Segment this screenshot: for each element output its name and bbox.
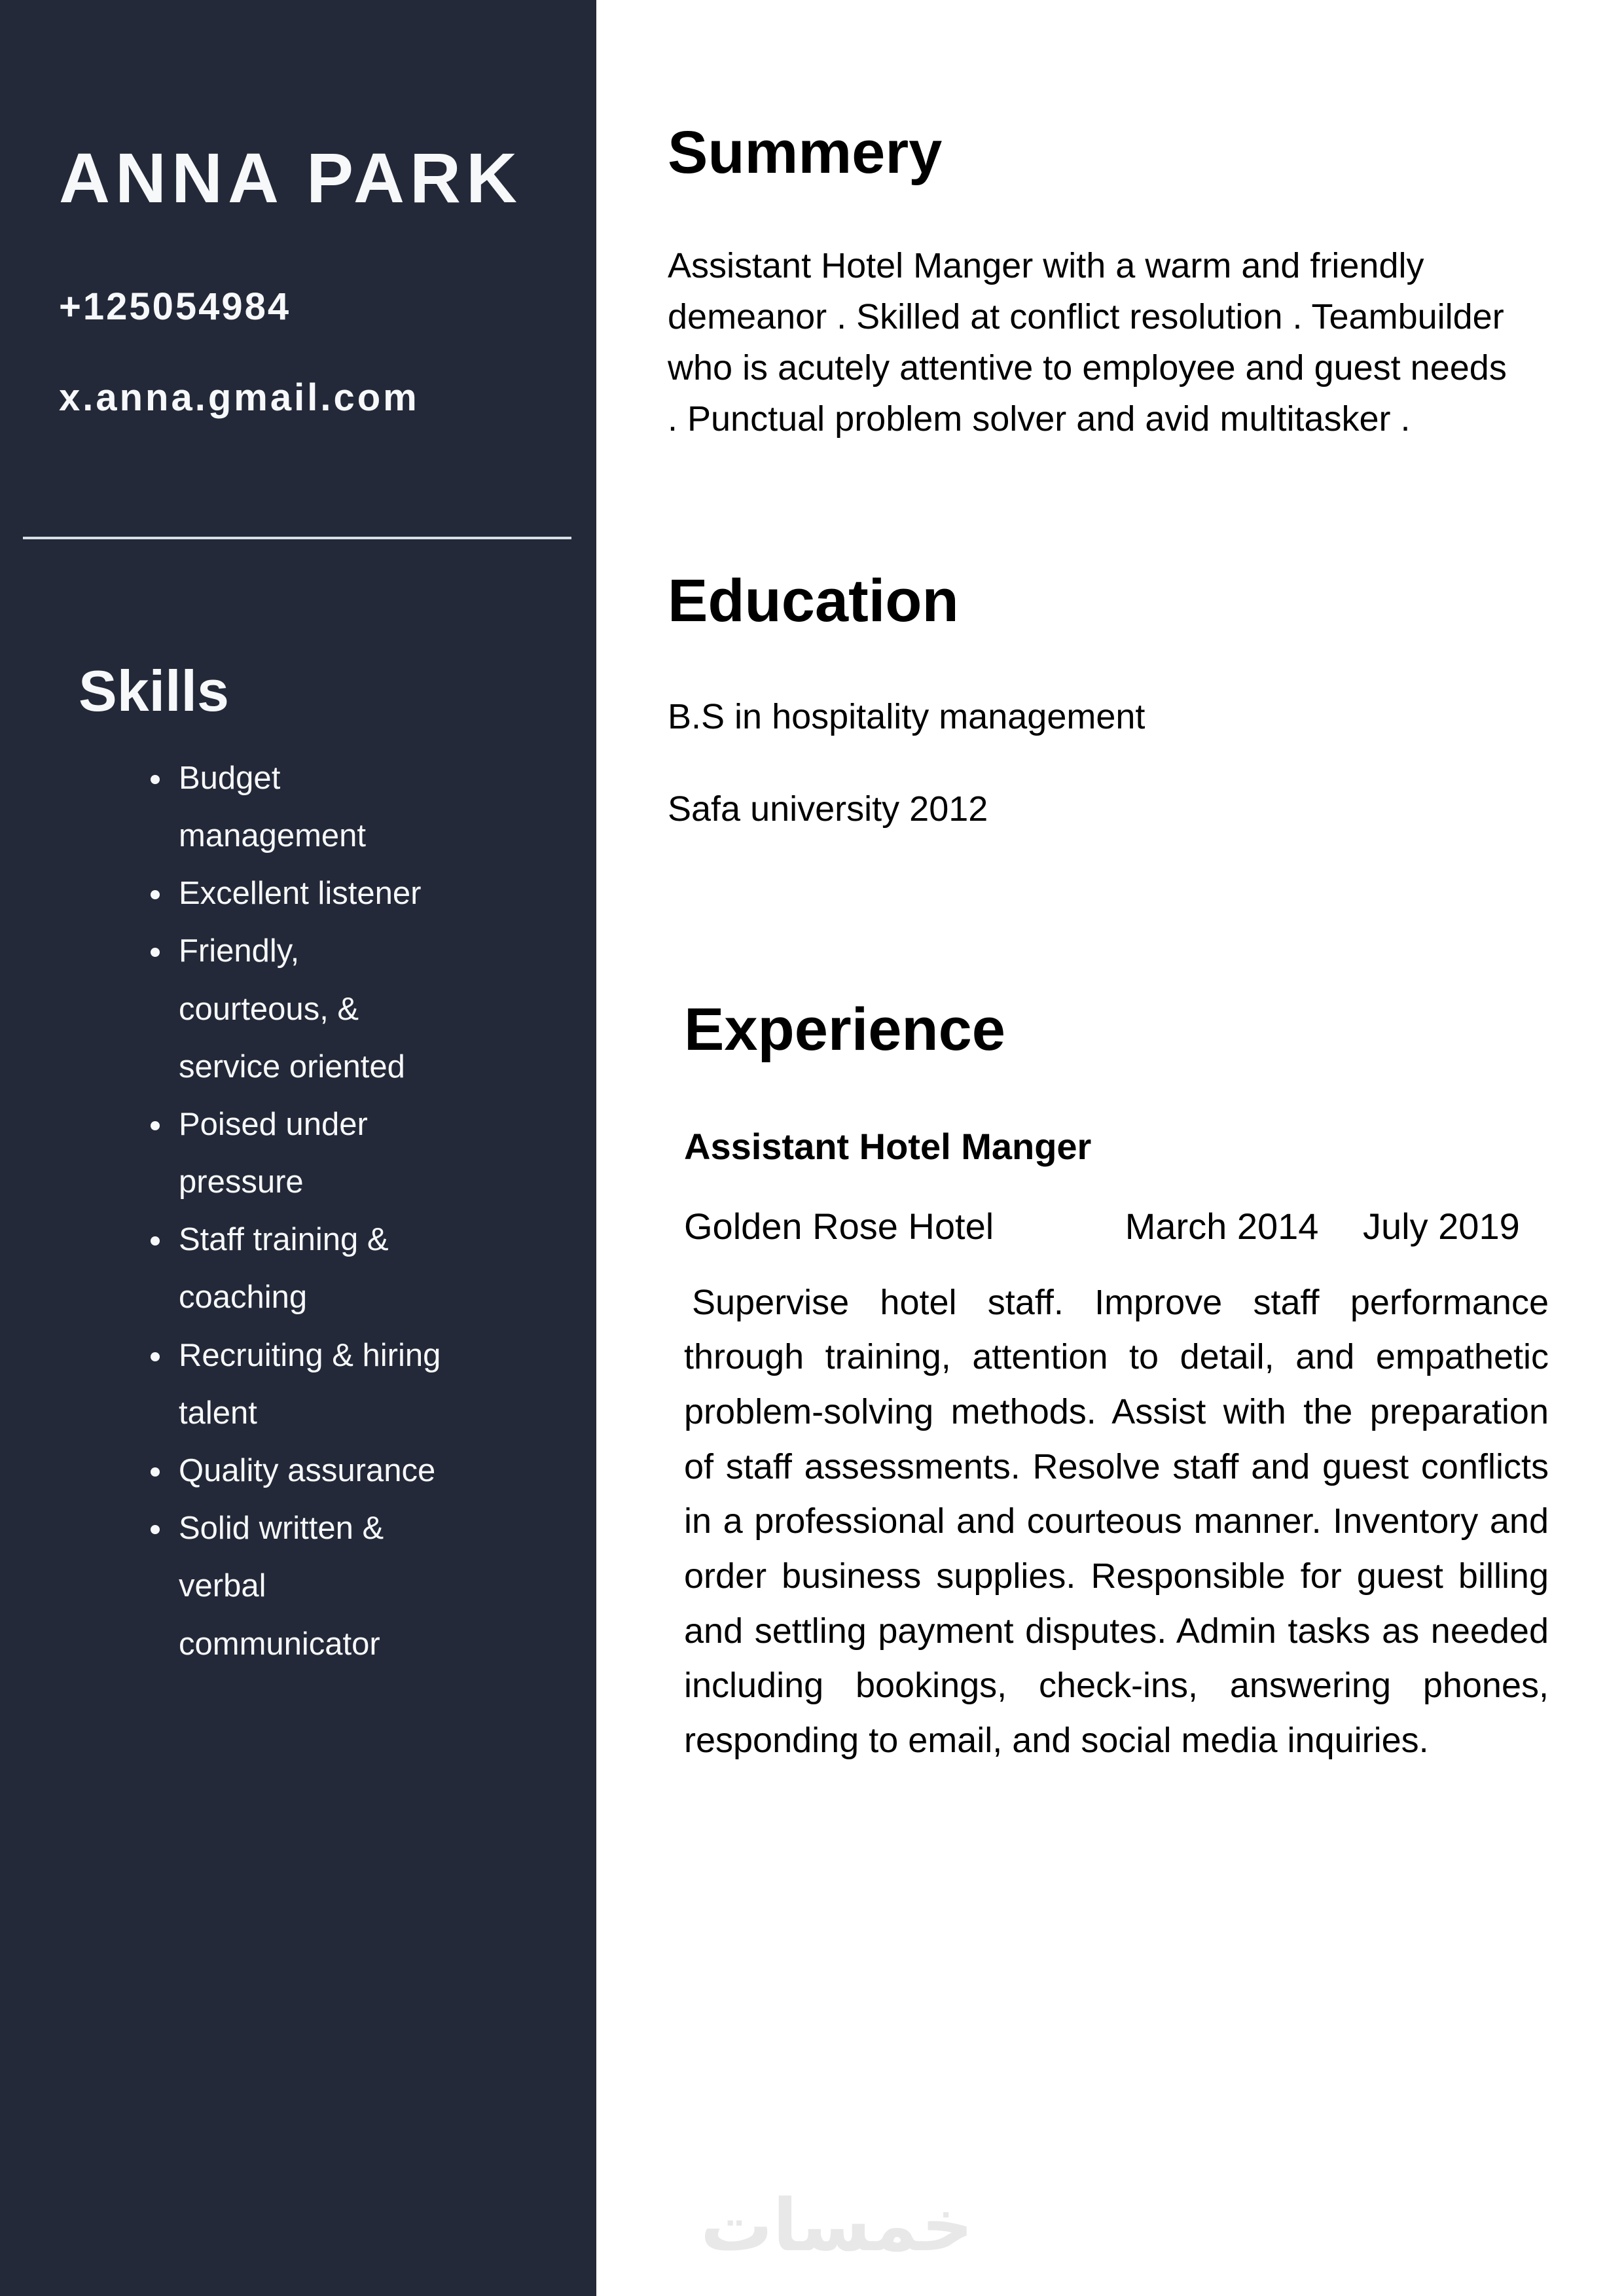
education-section: [668, 569, 1549, 834]
candidate-name: ANNA PARK: [59, 138, 522, 217]
education-school: Safa university 2012: [668, 789, 988, 829]
skill-item: • Quality assurance: [173, 1442, 447, 1499]
skill-item: • Friendly, courteous, & service oriented: [173, 922, 447, 1096]
experience-section: [684, 998, 1549, 1768]
phone-number: +125054984: [59, 285, 291, 329]
job-title: Assistant Hotel Manger: [684, 1125, 1092, 1167]
khamsat-watermark: خمسات: [700, 2183, 973, 2267]
experience-description: Supervise hotel staff. Improve staff performance through training, attention to detail, and empathetic problem-solving methods. Assist with the preparation of staff assessments. Resolve staff and guest conflicts in a professional and courteous manner. Inventory and order business supplies. Responsible for guest billing and settling payment disputes. Admin tasks as needed including bookings, check-ins, answering phones, responding to email, and social media inquiries.: [684, 1282, 1549, 1761]
education-heading: Education: [668, 567, 959, 634]
skills-heading: Skills: [79, 658, 229, 723]
sidebar: [0, 0, 596, 2296]
skill-item: • Solid written & verbal communicator: [173, 1499, 447, 1673]
summary-text: Assistant Hotel Manger with a warm and friendly demeanor . Skilled at conflict resolution . Teambuilder who is acutely attentive to employee and guest needs . Punctual problem solver and avid multitasker .: [668, 245, 1507, 439]
employment-date-end: July 2019: [1363, 1205, 1520, 1247]
summary-section: [668, 121, 1549, 445]
skill-item: • Recruiting & hiring talent: [173, 1327, 447, 1442]
skill-item: • Budget management: [173, 749, 447, 865]
main-content: [596, 0, 1624, 2296]
skill-item: • Staff training & coaching: [173, 1211, 447, 1326]
employment-date-start: March 2014: [1125, 1205, 1319, 1247]
skill-item: • Poised under pressure: [173, 1096, 447, 1211]
skills-list: [59, 749, 567, 1673]
education-degree: B.S in hospitality management: [668, 697, 1146, 737]
experience-heading: Experience: [684, 996, 1005, 1063]
summary-heading: Summery: [668, 119, 943, 186]
skill-item: • Excellent listener: [173, 865, 447, 922]
sidebar-divider: [23, 537, 571, 539]
company-name: Golden Rose Hotel: [684, 1205, 994, 1247]
employment-line: [684, 1204, 1549, 1249]
email-address: x.anna.gmail.com: [59, 376, 420, 420]
